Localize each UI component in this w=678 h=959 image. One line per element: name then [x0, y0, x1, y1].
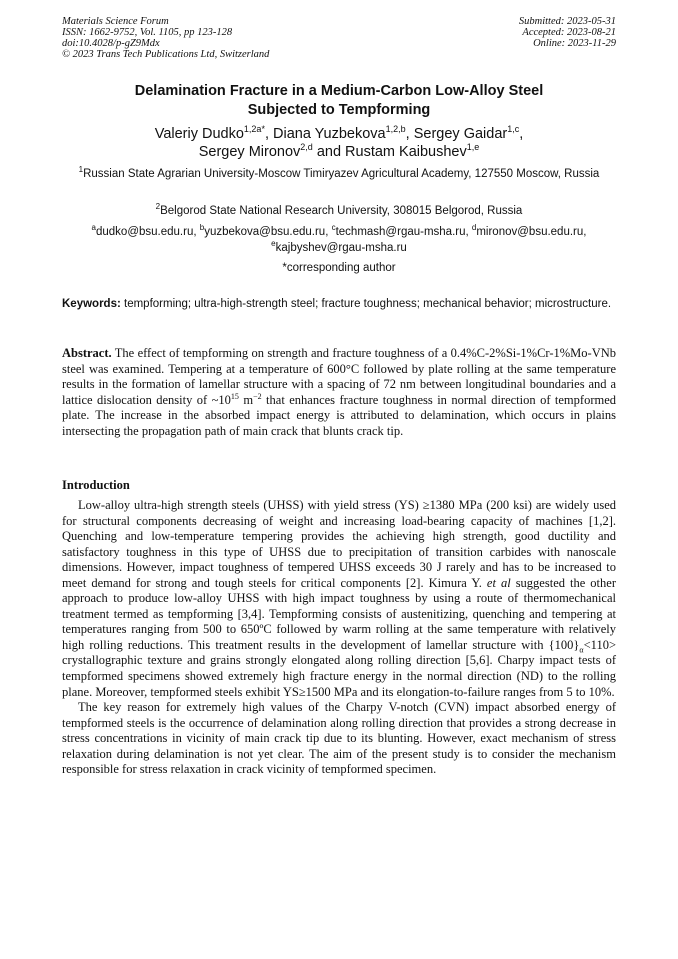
affiliation-sup: 2	[155, 202, 161, 212]
author-sup: 1,2,b	[385, 124, 406, 135]
author-name: Sergey Mironov	[198, 144, 301, 160]
paragraph	[62, 498, 616, 700]
affiliation-1	[62, 166, 616, 182]
abstract	[62, 346, 616, 440]
keywords-text: tempforming; ultra-high-strength steel; fracture toughness; mechanical behavior; microstructure.	[124, 298, 612, 310]
online-date: Online: 2023-11-29	[533, 38, 616, 49]
affiliation-2	[62, 203, 616, 219]
email-link[interactable]: yuzbekova@bsu.edu.ru	[204, 226, 326, 238]
paragraph-text: Low-alloy ultra-high strength steels (UHSS) with yield stress (YS) ≥1380 MPa (200 ksi) are widely used for structural components decreasing of weight and increasing load-bearing capacity of machines [1,2]. Quenching and low-temperature tempering provides the achieving high strength, good ductility and satisfactory toughness in this type of UHSS due to precipitation of transition carbides with nanoscale dimensions. However, impact toughness of tempered UHSS exceeds 30 J rarely and has to be increased to meet demand for strong and tough steels for critical components [2]. Kimura Y.	[62, 498, 616, 590]
author-separator: and	[312, 144, 346, 160]
affiliation-text: Belgorod State National Research University, 308015 Belgorod, Russia	[160, 205, 523, 217]
journal-name: Materials Science Forum	[62, 16, 169, 27]
email-sup: e	[271, 239, 276, 249]
author-name: Sergey Gaidar	[413, 126, 508, 142]
email-list: $^a$dudko@bsu.edu.ru, $^b$yuzbekova@bsu.edu.ru, $^c$techmash@rgau-msha.ru, $^d$mironov@bsu.edu.ru, $^e$kajbyshev@rgau-msha.ru	[91, 223, 587, 254]
header-right	[519, 16, 616, 49]
email-sup: c	[331, 223, 336, 233]
author-name: Diana Yuzbekova	[273, 126, 386, 142]
paragraph: The key reason for extremely high values of the Charpy V-notch (CVN) impact absorbed energy of tempformed steels is the occurrence of delamination along rolling direction that provides a strong decrease in stress concentrations in vicinity of main crack tip due to its blunting. However, exact mechanism of stress relaxation during delamination is not yet clear. The aim of the present study is to consider the mechanism responsible for stress relaxation in crack vicinity of tempformed specimen.	[62, 700, 616, 777]
author-sup: 1,c	[507, 124, 520, 135]
abstract-superscript: −2	[253, 391, 262, 401]
header-left	[62, 16, 269, 60]
author-sup: 1,e	[466, 142, 480, 153]
author-sup: 1,2a*	[243, 124, 265, 135]
keywords	[62, 297, 616, 312]
title-line-2: Subjected to Tempforming	[247, 102, 431, 118]
paragraph-text: <110> crystallographic texture and grains strongly elongated along rolling direction [5,6]. Charpy impact tests of tempformed specimens showed extremely high fracture energy in the normal direction (ND) to the rolling plane. Moreover, tempformed steels exhibit YS≥1500 MPa and its elongation-to-failure ranges from 5 to 10%.	[62, 637, 616, 699]
abstract-text: that enhances fracture toughness in normal direction of tempformed plate. The increase in the absorbed impact energy is attributed to delamination, which occurs in plains intersecting the propagation path of main crack that blunts crack tip.	[62, 392, 617, 438]
keywords-label: Keywords:	[62, 298, 121, 310]
abstract-label: Abstract.	[62, 346, 112, 360]
abstract-superscript: 15	[230, 391, 239, 401]
doi: doi:10.4028/p-gZ9Mdx	[62, 38, 160, 49]
author-separator: ,	[264, 126, 274, 142]
copyright: © 2023 Trans Tech Publications Ltd, Switzerland	[62, 49, 270, 60]
email-sup: d	[471, 223, 477, 233]
introduction-body	[62, 498, 616, 778]
author-list: Valeriy Dudko$^{1,2a*}$, Diana Yuzbekova$^{1,2,b}$, Sergey Gaidar$^{1,c}$, Sergey Mironov$^{2,d}$ and Rustam Kaibushev$^{1,e}$	[154, 124, 524, 160]
abstract-text: m	[238, 392, 254, 407]
author-name: Rustam Kaibushev	[345, 144, 467, 160]
author-name: Valeriy Dudko	[154, 126, 244, 142]
title-line-1: Delamination Fracture in a Medium-Carbon Low-Alloy Steel	[134, 83, 544, 99]
italic-text: et al	[486, 575, 511, 590]
email-sup: a	[91, 223, 96, 233]
submitted-date: Submitted: 2023-05-31	[518, 16, 616, 27]
corresponding-author-note: *corresponding author	[282, 262, 396, 274]
email-link[interactable]: kajbyshev@rgau-msha.ru	[275, 242, 407, 254]
author-separator: ,	[405, 126, 414, 142]
alpha-subscript: α	[579, 645, 584, 655]
accepted-date: Accepted: 2023-08-21	[522, 27, 616, 38]
paper-title	[62, 82, 616, 120]
author-sup: 2,d	[300, 142, 313, 153]
email-link[interactable]: mironov@bsu.edu.ru	[476, 226, 584, 238]
email-link[interactable]: techmash@rgau-msha.ru	[335, 226, 466, 238]
section-heading-introduction: Introduction	[62, 478, 130, 492]
abstract-text: The effect of tempforming on strength and fracture toughness of a 0.4%C-2%Si-1%Cr-1%Mo-VNb steel was examined. Tempering at a temperature of 600°C followed by plate rolling at the same temperature results in the formation of lamellar structure with a spacing of 72 nm between longitudinal boundaries and a lattice dislocation density of ~10	[62, 346, 616, 407]
email-sup: b	[199, 223, 205, 233]
email-link[interactable]: dudko@bsu.edu.ru	[95, 226, 194, 238]
affiliation-sup: 1	[78, 165, 84, 175]
paragraph-text: suggested the other approach to produce low-alloy UHSS with high impact toughness by using a route of thermomechanical treatment termed as tempforming [3,4]. Tempforming consists of austenitizing, quenching and tempering at temperatures ranging from 500 to 650ºC followed by warm rolling at the same temperature with relatively high rolling reductions. This treatment results in the development of lamellar structure with {100}	[62, 575, 616, 652]
affiliation-text: Russian State Agrarian University-Moscow Timiryazev Agricultural Academy, 127550 Moscow, Russia	[83, 168, 600, 180]
issn: ISSN: 1662-9752, Vol. 1105, pp 123-128	[62, 27, 233, 38]
